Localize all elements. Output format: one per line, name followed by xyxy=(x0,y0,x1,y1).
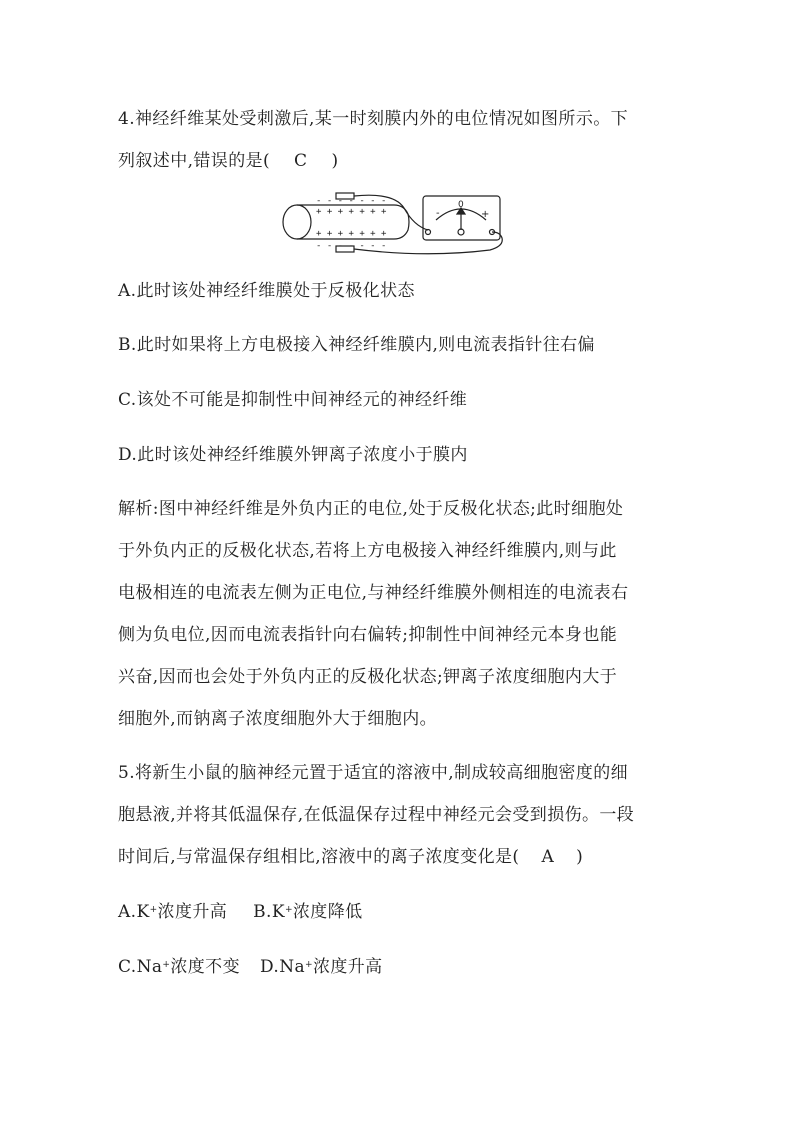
meter-zero-label: 0 xyxy=(458,200,464,210)
q4-stem-line2 xyxy=(118,149,339,173)
q5-answer: A xyxy=(541,847,555,867)
q4-option-d: D.此时该处神经纤维膜外钾离子浓度小于膜内 xyxy=(118,445,468,465)
q4-option-a: A.此时该处神经纤维膜处于反极化状态 xyxy=(118,281,415,301)
q5-stem-suffix: ) xyxy=(576,847,584,867)
q4-analysis-line5: 兴奋,因而也会处于外负内正的反极化状态;钾离子浓度细胞内大于 xyxy=(118,667,618,687)
fiber-end-ellipse xyxy=(283,205,311,239)
q4-analysis-line1: 解析:图中神经纤维是外负内正的电位,处于反极化状态;此时细胞处 xyxy=(118,499,624,519)
q5-stem-line2: 胞悬液,并将其低温保存,在低温保存过程中神经元会受到损伤。一段 xyxy=(118,805,635,825)
q4-analysis-line3: 电极相连的电流表左侧为正电位,与神经纤维膜外侧相连的电流表右 xyxy=(118,583,629,603)
inner-charges-bottom: + + + + + + + xyxy=(316,229,387,239)
q5-option-a: A.K+浓度升高 xyxy=(118,902,228,922)
q4-stem-prefix: 列叙述中,错误的是( xyxy=(118,151,271,171)
q4-analysis-line4: 侧为负电位,因而电流表指针向右偏转;抑制性中间神经元本身也能 xyxy=(118,625,618,645)
q5-option-d: D.Na+浓度升高 xyxy=(259,957,383,977)
q5-option-c: C.Na+浓度不变 xyxy=(118,957,240,977)
q4-stem-suffix: ) xyxy=(331,151,339,171)
q4-stem-line1: 4.神经纤维某处受刺激后,某一时刻膜内外的电位情况如图所示。下 xyxy=(118,109,629,129)
terminal-left xyxy=(426,230,431,235)
q5-stem-line1: 5.将新生小鼠的脑神经元置于适宜的溶液中,制成较高细胞密度的细 xyxy=(118,763,629,783)
q5-options-row2 xyxy=(118,955,383,979)
q4-analysis-line6: 细胞外,而钠离子浓度细胞外大于细胞内。 xyxy=(118,709,438,729)
meter-minus-label: - xyxy=(436,208,440,219)
q5-options-row1 xyxy=(118,900,363,924)
q4-answer: C xyxy=(294,151,308,171)
q5-stem-prefix: 时间后,与常温保存组相比,溶液中的离子浓度变化是( xyxy=(118,847,520,867)
inner-charges-top: + + + + + + + xyxy=(316,207,387,217)
q5-option-b: B.K+浓度降低 xyxy=(253,902,363,922)
q4-option-b: B.此时如果将上方电极接入神经纤维膜内,则电流表指针往右偏 xyxy=(118,335,595,355)
nerve-fiber-galvanometer-diagram xyxy=(276,186,518,258)
outer-charges-bottom: - - - - - - - xyxy=(316,241,387,251)
outer-charges-top: - - - - - - - xyxy=(316,196,387,206)
meter-plus-label: + xyxy=(481,209,490,220)
q4-analysis-line2: 于外负内正的反极化状态,若将上方电极接入神经纤维膜内,则与此 xyxy=(118,541,617,561)
q5-stem-line3 xyxy=(118,845,583,869)
q4-option-c: C.该处不可能是抑制性中间神经元的神经纤维 xyxy=(118,390,468,410)
